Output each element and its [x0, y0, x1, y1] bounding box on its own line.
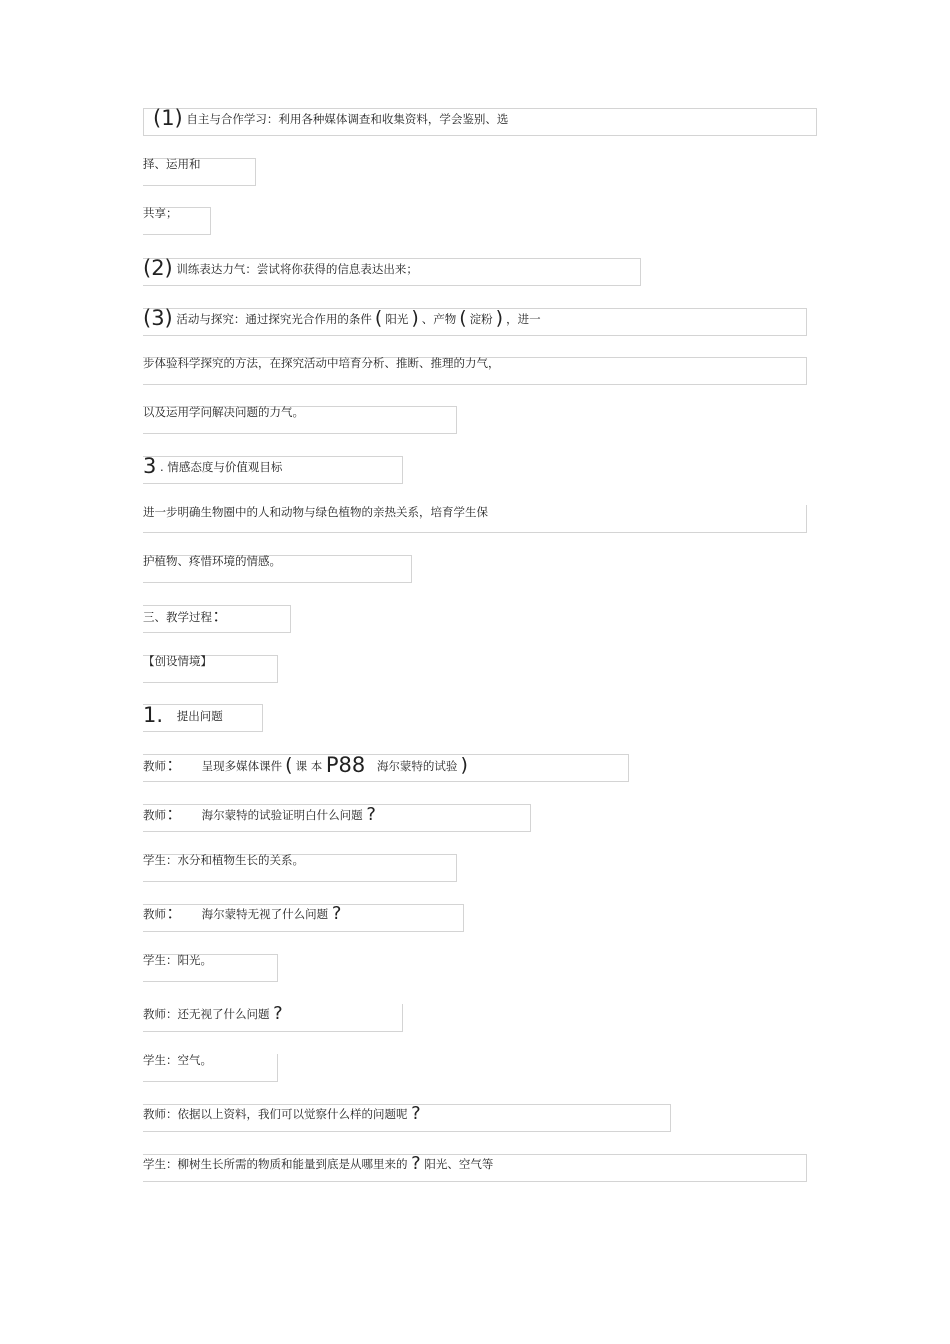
objective-1-line — [143, 108, 817, 136]
line-text: 课 本 — [295, 759, 323, 773]
continuation-line — [143, 406, 457, 434]
line-text: 学生：阳光。 — [143, 953, 212, 967]
question-mark: ? — [331, 903, 342, 924]
speaker: 教师 — [143, 907, 166, 921]
line-text: 海尔蒙特无视了什么问题 — [201, 907, 329, 921]
item-number: 3 — [143, 454, 157, 478]
objective-2-text — [143, 258, 418, 279]
speaker: 教师 — [143, 808, 166, 822]
item-number: (1) — [153, 106, 183, 130]
colon: ： — [212, 606, 230, 627]
heading-text — [143, 456, 282, 477]
line-text: 活动与探究：通过探究光合作用的条件 — [176, 312, 372, 326]
dialogue-text — [143, 755, 471, 776]
question-mark: ? — [411, 1103, 421, 1124]
continuation-line — [143, 505, 807, 533]
line-text: 教师：依据以上资料，我们可以觉察什么样的问题呢 — [143, 1107, 408, 1121]
teacher-line — [143, 804, 531, 832]
line-text: 提出问题 — [176, 709, 223, 723]
step-1-heading — [143, 704, 263, 732]
dialogue-text — [143, 805, 376, 825]
question-mark: ? — [411, 1153, 421, 1174]
line-text: . 情感态度与价值观目标 — [160, 460, 283, 474]
line-text: 教师：还无视了什么问题 — [143, 1007, 270, 1021]
colon: ： — [166, 804, 184, 825]
continuation-line — [143, 555, 412, 583]
line-text: 以及运用学问解决问题的力气。 — [143, 405, 304, 419]
line-text: 护植物、疼惜环境的情感。 — [143, 554, 281, 568]
teacher-line — [143, 754, 629, 782]
question-mark: ? — [366, 804, 376, 825]
colon: ： — [166, 903, 184, 924]
line-text: 海尔蒙特的试验 — [376, 759, 458, 773]
line-text: 自主与合作学习：利用各种媒体调查和收集资料，学会鉴别、选 — [186, 112, 509, 126]
line-text: 【创设情境】 — [143, 654, 212, 668]
line-text: 学生：柳树生长所需的物质和能量到底是从哪里来的 — [143, 1157, 408, 1171]
dialogue-text — [143, 1154, 493, 1174]
teaching-process-heading — [143, 605, 291, 633]
condition-text: 阳光 — [385, 312, 409, 326]
line-text: 训练表达力气：尝试将你获得的信息表达出来； — [176, 262, 418, 276]
item-number: 1. — [143, 703, 164, 727]
item-number: (3) — [143, 306, 173, 330]
student-line — [143, 1054, 278, 1082]
student-line — [143, 954, 278, 982]
line-text: 择、运用和 — [143, 157, 201, 171]
line-text: 、产物 — [421, 312, 457, 326]
line-text: 步体验科学探究的方法，在探究活动中培育分析、推断、推理的力气， — [143, 356, 500, 370]
student-line — [143, 1154, 807, 1182]
objective-3-text: (3) 活动与探究：通过探究光合作用的条件 ( 阳光 ) 、产物 ( 淀粉 ) ，进一 — [143, 306, 541, 330]
teacher-line — [143, 1004, 403, 1032]
continuation-line — [143, 207, 211, 235]
heading-text — [143, 607, 230, 627]
dialogue-text — [143, 1004, 283, 1024]
product-text: 淀粉 — [469, 312, 493, 326]
line-text: 共享； — [143, 206, 178, 220]
paren-close: ) — [460, 754, 468, 776]
continuation-line — [143, 357, 807, 385]
speaker: 教师 — [143, 759, 166, 773]
item-number: (2) — [143, 256, 173, 280]
objective-3-line — [143, 308, 807, 336]
line-text: 三、教学过程 — [143, 610, 212, 624]
section-3-heading — [143, 456, 403, 484]
line-text: 海尔蒙特的试验证明白什么问题 — [201, 808, 363, 822]
student-line — [143, 854, 457, 882]
teacher-line — [143, 904, 464, 932]
line-text: ，进一 — [506, 312, 541, 326]
paren-open: ( — [285, 754, 293, 776]
colon: ： — [166, 755, 184, 776]
line-text: 呈现多媒体课件 — [201, 759, 283, 773]
line-text: 学生：空气。 — [143, 1053, 212, 1067]
dialogue-text — [143, 904, 341, 924]
heading-text — [143, 705, 223, 726]
continuation-line — [143, 158, 256, 186]
create-scenario-heading — [143, 655, 278, 683]
page-ref: P88 — [325, 753, 366, 777]
objective-1-text — [153, 108, 508, 129]
question-mark: ? — [273, 1003, 283, 1024]
dialogue-text — [143, 1104, 421, 1124]
line-text: 阳光、空气等 — [424, 1157, 494, 1171]
line-text: 学生：水分和植物生长的关系。 — [143, 853, 304, 867]
teacher-line — [143, 1104, 671, 1132]
objective-2-line — [143, 258, 641, 286]
line-text: 进一步明确生物圈中的人和动物与绿色植物的亲热关系，培育学生保 — [143, 505, 488, 519]
